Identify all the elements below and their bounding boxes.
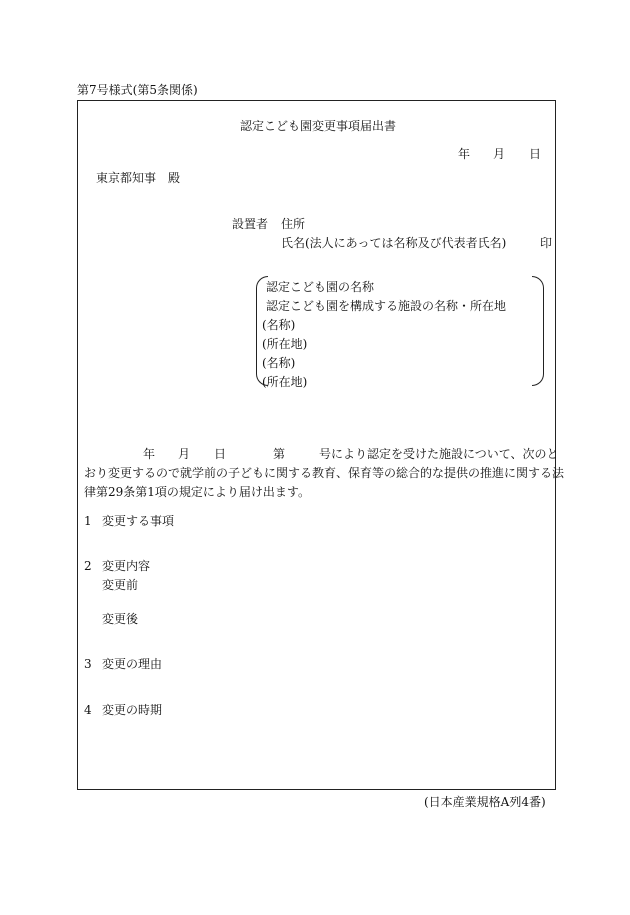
body-year: 年 — [143, 447, 156, 461]
body-line2: おり変更するので就学前の子どもに関する教育、保育等の総合的な提供の推進に関する法 — [84, 466, 565, 480]
body-line3: 律第29条第1項の規定により届け出ます。 — [84, 485, 310, 499]
seal-mark: 印 — [540, 236, 553, 250]
body-month: 月 — [178, 447, 191, 461]
body-line1: 号により認定を受けた施設について、次のと — [319, 447, 559, 461]
item-2-label: 変更内容 — [102, 559, 151, 573]
item-1-label: 変更する事項 — [102, 514, 175, 528]
form-title: 認定こども園変更事項届出書 — [240, 119, 397, 133]
address-label: 住所 — [281, 217, 306, 231]
change-after-label: 変更後 — [102, 612, 139, 626]
item-3-number: 3 — [84, 657, 92, 671]
date-month: 月 — [493, 147, 506, 161]
date-year: 年 — [458, 147, 471, 161]
addressee: 東京都知事 殿 — [96, 171, 181, 185]
facility-name-label: 認定こども園の名称 — [266, 280, 375, 294]
facility-address-2: (所在地) — [262, 375, 308, 389]
facility-name-2: (名称) — [262, 356, 296, 370]
item-1-number: 1 — [84, 514, 92, 528]
item-4-label: 変更の時期 — [102, 703, 163, 717]
name-label: 氏名(法人にあっては名称及び代表者氏名) — [281, 236, 507, 250]
paper-size-note: (日本産業規格A列4番) — [424, 795, 546, 809]
facility-components-label: 認定こども園を構成する施設の名称・所在地 — [266, 299, 507, 313]
right-bracket — [532, 276, 544, 386]
date-day: 日 — [529, 147, 542, 161]
item-2-number: 2 — [84, 559, 92, 573]
change-before-label: 変更前 — [102, 578, 139, 592]
facility-address-1: (所在地) — [262, 337, 308, 351]
body-day: 日 — [214, 447, 227, 461]
form-frame — [77, 100, 556, 790]
item-4-number: 4 — [84, 703, 92, 717]
body-dai: 第 — [273, 447, 286, 461]
facility-name-1: (名称) — [262, 318, 296, 332]
applicant-role: 設置者 — [232, 217, 269, 231]
item-3-label: 変更の理由 — [102, 657, 163, 671]
form-number: 第7号様式(第5条関係) — [77, 83, 198, 97]
